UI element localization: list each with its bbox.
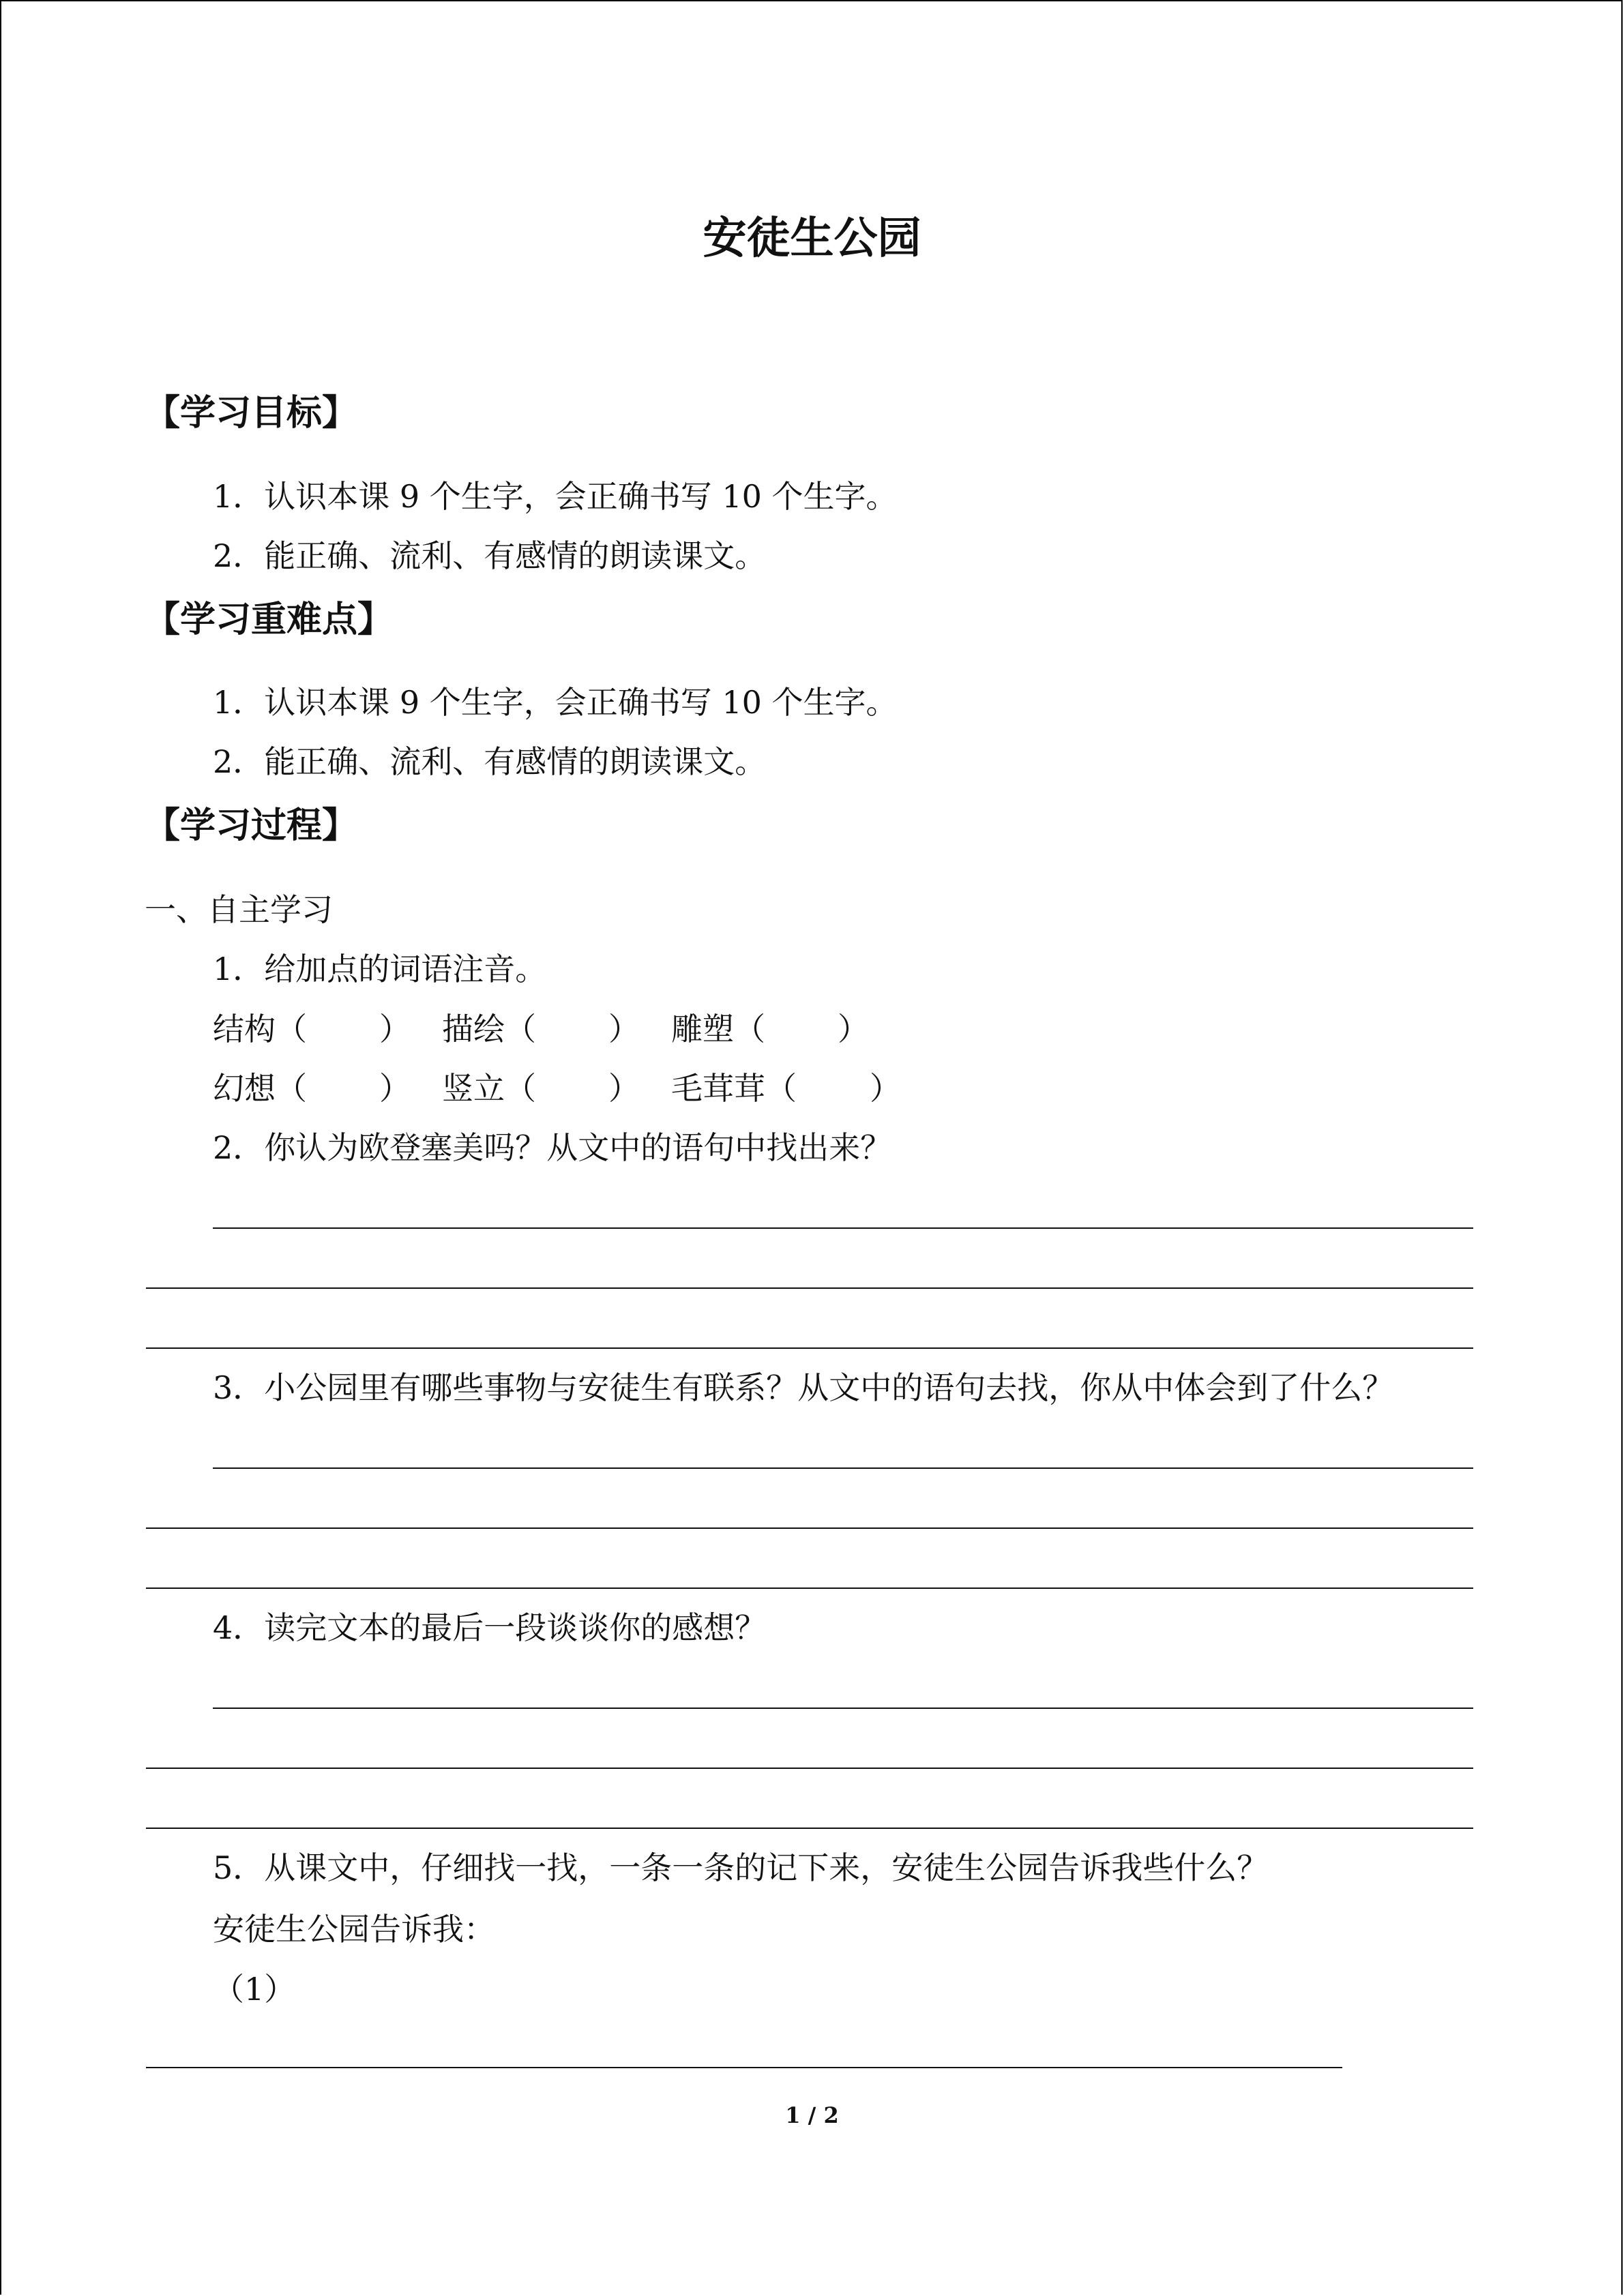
- key-point-item-2: 2．能正确、流利、有感情的朗读课文。: [213, 743, 767, 780]
- section-heading-key-points: 【学习重难点】: [145, 599, 394, 640]
- question-1-prompt: 1．给加点的词语注音。: [213, 951, 547, 987]
- question-5-lead: 安徒生公园告诉我：: [213, 1911, 495, 1948]
- word-open-miaohui: 描绘（: [442, 1011, 536, 1047]
- footer-rule: [146, 2067, 1342, 2068]
- objective-item-2: 2．能正确、流利、有感情的朗读课文。: [213, 537, 767, 574]
- word-close-diaosu: ）: [838, 1011, 869, 1047]
- answer-line: [213, 1708, 1473, 1709]
- word-close-miaohui: ）: [608, 1011, 640, 1047]
- section-heading-process: 【学习过程】: [145, 805, 358, 846]
- key-point-item-1: 1．认识本课 9 个生字，会正确书写 10 个生字。: [213, 684, 898, 721]
- document-title: 安徒生公园: [703, 213, 921, 264]
- word-open-huanxiang: 幻想（: [213, 1070, 307, 1107]
- word-close-shuli: ）: [608, 1070, 640, 1107]
- word-open-shuli: 竖立（: [442, 1070, 536, 1107]
- question-3: 3．小公园里有哪些事物与安徒生有联系？从文中的语句去找，你从中体会到了什么？: [213, 1369, 1394, 1406]
- answer-line: [146, 1347, 1473, 1349]
- question-5: 5．从课文中，仔细找一找，一条一条的记下来，安徒生公园告诉我些什么？: [213, 1849, 1269, 1886]
- answer-line: [146, 1287, 1473, 1289]
- question-5-item-1: （1）: [213, 1971, 296, 2008]
- objective-item-1: 1．认识本课 9 个生字，会正确书写 10 个生字。: [213, 478, 898, 515]
- section-heading-objectives: 【学习目标】: [145, 392, 358, 434]
- answer-line: [146, 1587, 1473, 1589]
- question-4: 4．读完文本的最后一段谈谈你的感想？: [213, 1609, 767, 1646]
- answer-line: [213, 1227, 1473, 1229]
- word-open-maorongrong: 毛茸茸（: [671, 1070, 797, 1107]
- answer-line: [146, 1828, 1473, 1829]
- word-close-huanxiang: ）: [379, 1070, 411, 1107]
- question-2: 2．你认为欧登塞美吗？从文中的语句中找出来？: [213, 1129, 892, 1166]
- part-one-heading: 一、自主学习: [145, 891, 333, 928]
- word-open-diaosu: 雕塑（: [671, 1011, 765, 1047]
- answer-line: [146, 1527, 1473, 1529]
- answer-line: [213, 1467, 1473, 1469]
- word-open-jiegou: 结构（: [213, 1011, 307, 1047]
- page-number: 1 / 2: [785, 2102, 839, 2128]
- word-close-jiegou: ）: [379, 1011, 411, 1047]
- word-close-maorongrong: ）: [870, 1070, 901, 1107]
- answer-line: [146, 1768, 1473, 1769]
